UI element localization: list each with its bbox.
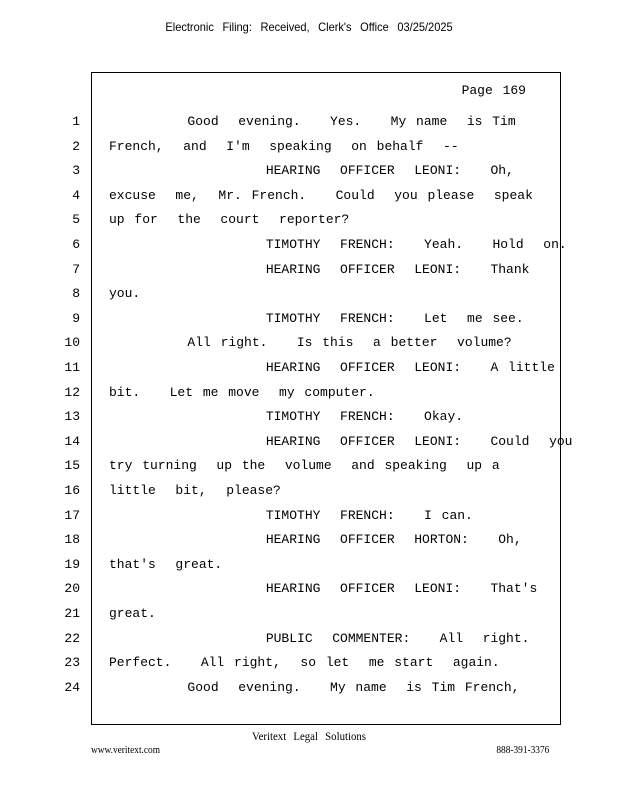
line-number: 5 [72,212,80,227]
transcript-line: PUBLIC COMMENTER: All right. [109,631,530,646]
line-number: 14 [64,434,80,449]
transcript-line: excuse me, Mr. French. Could you please speak [109,188,533,203]
line-number: 3 [72,163,80,178]
transcript-line: that's great. [109,557,223,572]
transcript-line: you. [109,286,141,301]
transcript-line: Good evening. Yes. My name is Tim [109,114,516,129]
line-number: 11 [64,360,80,375]
transcript-line: HEARING OFFICER LEONI: Oh, [109,163,514,178]
filing-header: Electronic Filing: Received, Clerk's Office 03/25/2025 [165,20,453,34]
transcript-line: bit. Let me move my computer. [109,385,375,400]
line-number: 6 [72,237,80,252]
line-number: 7 [72,262,80,277]
line-number: 20 [64,581,80,596]
line-number: 10 [64,335,80,350]
transcript-line: TIMOTHY FRENCH: Let me see. [109,311,524,326]
transcript-line: All right. Is this a better volume? [109,335,512,350]
line-number: 15 [64,458,80,473]
transcript-line: HEARING OFFICER LEONI: That's [109,581,538,596]
line-number: 12 [64,385,80,400]
line-number: 16 [64,483,80,498]
line-number: 9 [72,311,80,326]
transcript-line: HEARING OFFICER LEONI: Could you [109,434,573,449]
footer-website: www.veritext.com [91,744,160,756]
line-number: 24 [64,680,80,695]
transcript-line: great. [109,606,156,621]
line-number: 17 [64,508,80,523]
transcript-line: Perfect. All right, so let me start again. [109,655,500,670]
transcript-line: Good evening. My name is Tim French, [109,680,520,695]
line-number: 13 [64,409,80,424]
page-number: Page 169 [461,83,526,98]
footer-company: Veritext Legal Solutions [252,729,366,743]
footer-phone: 888-391-3376 [496,744,549,756]
transcript-line: HEARING OFFICER LEONI: Thank [109,262,530,277]
transcript-line: TIMOTHY FRENCH: Yeah. Hold on. [109,237,567,252]
transcript-line: TIMOTHY FRENCH: Okay. [109,409,464,424]
line-number: 2 [72,139,80,154]
transcript-line: HEARING OFFICER LEONI: A little [109,360,555,375]
line-number: 23 [64,655,80,670]
transcript-line: up for the court reporter? [109,212,350,227]
transcript-line: try turning up the volume and speaking up a [109,458,500,473]
line-number: 1 [72,114,80,129]
transcript-line: HEARING OFFICER HORTON: Oh, [109,532,522,547]
transcript-line: little bit, please? [109,483,281,498]
transcript-line: French, and I'm speaking on behalf -- [109,139,459,154]
line-number: 19 [64,557,80,572]
line-number: 22 [64,631,80,646]
transcript-line: TIMOTHY FRENCH: I can. [109,508,473,523]
line-number: 21 [64,606,80,621]
line-number: 4 [72,188,80,203]
line-number: 8 [72,286,80,301]
line-number: 18 [64,532,80,547]
